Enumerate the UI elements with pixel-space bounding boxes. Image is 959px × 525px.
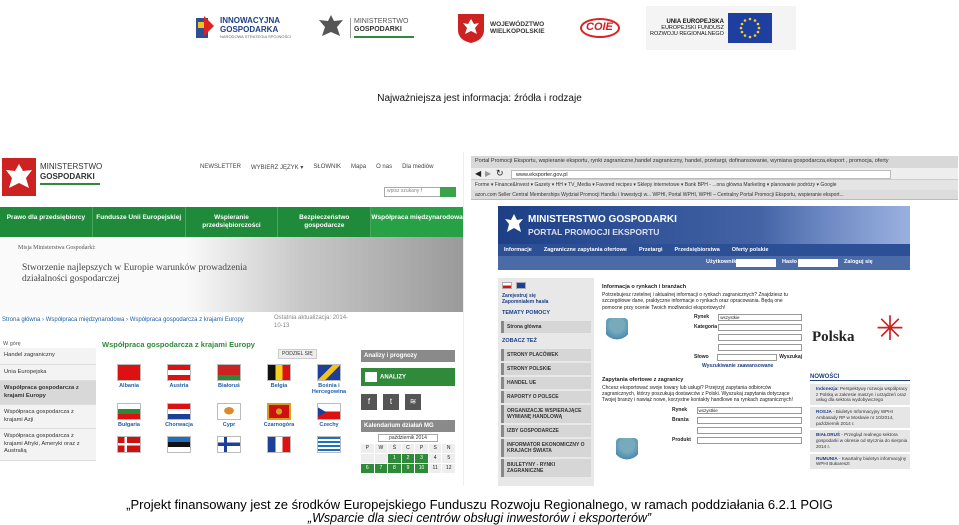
flag-cyprus-icon bbox=[217, 403, 241, 420]
tab-wspolpraca[interactable]: Współpraca międzynarodowa bbox=[371, 207, 464, 237]
eagle-icon bbox=[316, 12, 346, 44]
portal-subtitle: PORTAL PROMOCJI EKSPORTU bbox=[528, 227, 660, 237]
see-also-header: ZOBACZ TEŻ bbox=[502, 338, 537, 344]
facebook-icon[interactable]: f bbox=[361, 394, 377, 410]
flag-pl-icon[interactable] bbox=[502, 282, 512, 289]
ministry-website-screenshot bbox=[0, 152, 464, 486]
country-bosnia[interactable]: Bośnia i Hercegowina bbox=[304, 364, 354, 395]
export-portal-screenshot bbox=[471, 156, 958, 486]
lnav-organizacje[interactable]: ORGANIZACJE WSPIERAJĄCE WYMIANĘ HANDLOWĄ bbox=[501, 405, 591, 423]
portal-left-nav bbox=[498, 278, 594, 486]
eu-flag-icon bbox=[728, 13, 772, 43]
home-link[interactable]: Strona główna bbox=[501, 321, 591, 333]
social-links bbox=[361, 394, 455, 410]
country-dania[interactable] bbox=[104, 436, 154, 455]
country-finlandia[interactable] bbox=[204, 436, 254, 455]
flag-greece-icon bbox=[317, 436, 341, 453]
map-link[interactable]: Mapa bbox=[351, 164, 367, 170]
last-updated: Ostatnia aktualizacja: 2014-10-13 bbox=[274, 315, 349, 329]
branza-label: Branża bbox=[672, 417, 689, 423]
search-button[interactable] bbox=[440, 187, 456, 197]
flag-belgium-icon bbox=[267, 364, 291, 381]
calendar-grid: P W Ś C P S N 1 2 3 4 5 6 7 8 9 10 11 12 bbox=[361, 444, 455, 473]
ue-line1: UNIA EUROPEJSKA bbox=[666, 18, 724, 25]
ministry-eagle-icon bbox=[2, 158, 36, 196]
lnav-placowki[interactable]: STRONY PLACÓWEK bbox=[501, 349, 591, 361]
country-estonia[interactable] bbox=[154, 436, 204, 455]
nav-przedsiebiorstwa[interactable]: Przedsiębiorstwa bbox=[674, 247, 720, 253]
tab-fundusze[interactable]: Fundusze Unii Europejskiej bbox=[93, 207, 186, 237]
portal-banner bbox=[498, 206, 910, 244]
ig-line1: INNOWACYJNA bbox=[220, 16, 281, 25]
flag-croatia-icon bbox=[167, 403, 191, 420]
login-bar bbox=[498, 256, 910, 270]
twitter-icon[interactable]: t bbox=[383, 394, 399, 410]
browser-tab-title[interactable]: Portal Promocji Eksportu, wspieranie eksportu, rynki zagraniczne,handel zagraniczny, handel, przetargi, dofinansowanie, wymiana gospodarcza,eksport , promocja, oferty bbox=[471, 156, 958, 168]
country-belgia[interactable]: Belgia bbox=[254, 364, 304, 395]
media-link[interactable]: Dla mediów bbox=[402, 164, 434, 170]
ww-line2: WIELKOPOLSKIE bbox=[490, 28, 545, 35]
ig-line2: GOSPODARKA bbox=[220, 24, 279, 34]
lnav-handel-ue[interactable]: HANDEL UE bbox=[501, 377, 591, 389]
country-chorwacja[interactable]: Chorwacja bbox=[154, 403, 204, 428]
portal-eagle-icon bbox=[504, 212, 524, 236]
flag-bosnia-icon bbox=[317, 364, 341, 381]
flag-czech-icon bbox=[317, 403, 341, 420]
logo-unia-europejska bbox=[646, 6, 796, 50]
keyword-input[interactable] bbox=[717, 354, 778, 361]
reload-icon[interactable]: ↻ bbox=[496, 168, 504, 178]
help-topics-header: TEMATY POMOCY bbox=[502, 310, 551, 316]
kategoria-label: Kategoria bbox=[694, 324, 718, 331]
rynek-select[interactable]: wszystkie bbox=[718, 314, 802, 321]
ue-line2: EUROPEJSKI FUNDUSZ bbox=[661, 25, 724, 32]
back-icon[interactable]: ◀ bbox=[475, 169, 482, 178]
search-input[interactable]: wpisz szukany f bbox=[384, 187, 454, 197]
analyses-header: Analizy i prognozy bbox=[361, 350, 455, 362]
sidebar-item-azja[interactable]: Współpraca gospodarcza z krajami Azji bbox=[0, 405, 96, 429]
subcategory-select-2[interactable] bbox=[718, 344, 802, 351]
tab-bezpieczenstwo[interactable]: Bezpieczeństwo gospodarcze bbox=[278, 207, 371, 237]
lnav-izby[interactable]: IZBY GOSPODARCZE bbox=[501, 425, 591, 437]
branza-select[interactable] bbox=[697, 417, 802, 424]
country-francja[interactable] bbox=[254, 436, 304, 455]
subcategory-select-1[interactable] bbox=[718, 334, 802, 341]
main-title: Współpraca gospodarcza z krajami Europy bbox=[102, 340, 255, 349]
hero-mission-label: Misja Ministerstwa Gospodarki: bbox=[18, 245, 96, 251]
slide-title: Najważniejsza jest informacja: źródła i rodzaje bbox=[377, 93, 582, 104]
portal-title: MINISTERSTWO GOSPODARKI bbox=[528, 214, 677, 225]
main-menu bbox=[0, 207, 464, 237]
coie-text: COIE bbox=[586, 21, 613, 33]
polska-star-icon: ✳ bbox=[875, 310, 905, 348]
rss-icon[interactable]: ≋ bbox=[405, 394, 421, 410]
flag-belarus-icon bbox=[217, 364, 241, 381]
flag-albania-icon bbox=[117, 364, 141, 381]
flag-estonia-icon bbox=[167, 436, 191, 453]
language-select[interactable]: WYBIERZ JĘZYK ▾ bbox=[251, 165, 304, 171]
logo-ministerstwo-gospodarki bbox=[316, 8, 414, 48]
produkt-label: Produkt bbox=[672, 437, 691, 443]
inquiries-header: Zapytania ofertowe z zagranicy bbox=[602, 376, 684, 383]
flag-finland-icon bbox=[217, 436, 241, 453]
sidebar-item-afryka[interactable]: Współpraca gospodarcza z krajami Afryki, Ameryki oraz z Australią bbox=[0, 429, 96, 461]
tab-prawo[interactable]: Prawo dla przedsiębiorcy bbox=[0, 207, 93, 237]
news-item[interactable]: BIAŁORUŚ - Przegląd realnego sektora gospodarki w okresie od stycznia do sierpnia 2014 r. bbox=[810, 430, 910, 451]
kategoria-select[interactable] bbox=[718, 324, 802, 331]
mg-line1: MINISTERSTWO bbox=[354, 18, 409, 26]
logo-innowacyjna-gospodarka bbox=[194, 8, 291, 48]
ministry-logo-line1: MINISTERSTWO bbox=[40, 162, 103, 171]
country-bulgaria[interactable]: Bułgaria bbox=[104, 403, 154, 428]
slowo-label: Słowo bbox=[694, 354, 709, 361]
country-flags-grid bbox=[104, 364, 354, 455]
ministry-logo-line2: GOSPODARKI bbox=[40, 171, 95, 181]
rynek2-label: Rynek bbox=[672, 407, 688, 413]
register-link[interactable]: Zarejestruj się bbox=[502, 293, 536, 299]
lnav-polskie[interactable]: STRONY POLSKIE bbox=[501, 363, 591, 375]
coat-of-arms-icon bbox=[456, 12, 486, 44]
sidebar-item-europa[interactable]: Współpraca gospodarcza z krajami Europy bbox=[0, 381, 96, 405]
ig-logo-icon bbox=[194, 14, 216, 42]
right-panel bbox=[361, 350, 455, 473]
dictionary-link[interactable]: SŁOWNIK bbox=[313, 164, 342, 170]
produkt-select[interactable] bbox=[697, 437, 802, 444]
footer-funding-note: „Projekt finansowany jest ze środków Europejskiego Funduszu Rozwoju Regionalnego, w ramach poddziałania 6.2.1 POIG bbox=[126, 497, 833, 512]
exporter-figure-2-icon bbox=[616, 438, 638, 466]
password-input[interactable] bbox=[798, 259, 838, 267]
country-cypr[interactable]: Cypr bbox=[204, 403, 254, 428]
login-button[interactable]: Zaloguj się bbox=[844, 259, 873, 265]
flag-montenegro-icon bbox=[267, 403, 291, 420]
sidebar bbox=[0, 340, 96, 461]
flag-denmark-icon bbox=[117, 436, 141, 453]
forgot-password-link[interactable]: Zapomniałem hasła bbox=[502, 299, 549, 305]
sidebar-item-ue[interactable]: Unia Europejska bbox=[0, 365, 96, 382]
country-albania[interactable]: Albania bbox=[104, 364, 154, 395]
news-header: NOWOŚCI bbox=[810, 374, 910, 381]
username-label: Użytkownik bbox=[706, 259, 737, 265]
username-input[interactable] bbox=[736, 259, 776, 267]
portal-center bbox=[602, 284, 802, 444]
polska-text: Polska bbox=[812, 329, 855, 345]
bookmarks-bar[interactable]: Forme ▾ Finance&Invest ▾ Gazety ▾ HH ▾ TV_Media ▾ Favored recipes ▾ Sklepy internetowe ▾ Bank BPH - ...ona główna Marketing ▾ planowanie podróży ▾ Google bbox=[471, 180, 958, 190]
logo-coie bbox=[572, 8, 628, 48]
news-item[interactable]: ROSJA - Biuletyn Informacyjny WPHI Ambasady RP w Moskwie nr 10/2014, październik 2014 r. bbox=[810, 407, 910, 428]
forward-icon[interactable]: ▶ bbox=[485, 169, 492, 178]
lnav-biuletyny[interactable]: BIULETYNY - RYNKI ZAGRANICZNE bbox=[501, 459, 591, 477]
hero-mission-text: Stworzenie najlepszych w Europie warunków prowadzenia działalności gospodarczej bbox=[22, 263, 248, 285]
password-label: Hasło bbox=[782, 259, 797, 265]
newsletter-link[interactable]: NEWSLETTER bbox=[200, 164, 242, 170]
ww-line1: WOJEWÓDZTWO bbox=[490, 20, 545, 28]
country-grecja[interactable] bbox=[304, 436, 354, 455]
info-text: Potrzebujesz rzetelnej i aktualnej informacji o rynkach zagranicznych? Znajdziesz tu szczegółowe dane, praktyczne informacje o rynkach oraz opracowania. Będą one pomocne przy ocenie Twoich możliwości eksportowych! bbox=[602, 292, 788, 311]
country-czechy[interactable]: Czechy bbox=[304, 403, 354, 428]
flag-bulgaria-icon bbox=[117, 403, 141, 420]
portal-page bbox=[498, 206, 910, 486]
flag-france-icon bbox=[267, 436, 291, 453]
search-submit-button[interactable]: Wyszukaj bbox=[779, 354, 802, 361]
country-austria[interactable]: Austria bbox=[154, 364, 204, 395]
exporter-figure-icon bbox=[606, 318, 628, 346]
portal-nav bbox=[498, 244, 910, 256]
news-panel bbox=[810, 374, 910, 471]
polska-brand bbox=[810, 304, 910, 364]
mg-line2: GOSPODARKI bbox=[354, 26, 402, 33]
share-button[interactable]: PODZIEL SIĘ bbox=[278, 349, 317, 359]
flag-en-icon[interactable] bbox=[516, 282, 526, 289]
flag-austria-icon bbox=[167, 364, 191, 381]
country-bialorus[interactable]: Białoruś bbox=[204, 364, 254, 395]
sidebar-up[interactable]: W górę bbox=[3, 341, 21, 347]
nav-oferty[interactable]: Oferty polskie bbox=[731, 247, 769, 253]
news-item[interactable]: RUMUNIA - Kwartalny biuletyn informacyjny WPHI Bukareszt bbox=[810, 454, 910, 469]
nav-zapytania[interactable]: Zagraniczne zapytania ofertowe bbox=[543, 247, 627, 253]
calendar-month-select[interactable]: październik 2014 bbox=[378, 434, 438, 442]
advanced-search-link[interactable]: Wyszukiwanie zaawansowane bbox=[702, 362, 774, 369]
ue-line3: ROZWOJU REGIONALNEGO bbox=[650, 31, 724, 38]
tab-wspieranie[interactable]: Wspieranie przedsiębiorczości bbox=[186, 207, 279, 237]
news-item[interactable]: Indonezja: Perspektywy rozwoju współpracy z Polską w zakresie maszyn i urządzeń oraz usług dla sektora wydobywczego bbox=[810, 384, 910, 405]
lnav-raporty[interactable]: RAPORTY O POLSCE bbox=[501, 391, 591, 403]
analyses-button[interactable]: ANALIZY bbox=[361, 368, 455, 386]
nav-przetargi[interactable]: Przetargi bbox=[638, 247, 663, 253]
nav-informacje[interactable]: Informacje bbox=[504, 247, 532, 253]
calendar-header: Kalendarium działań MG bbox=[361, 420, 455, 432]
country-czarnogora[interactable]: Czarnogóra bbox=[254, 403, 304, 428]
sidebar-item-handel[interactable]: Handel zagraniczny bbox=[0, 348, 96, 365]
ig-line3: NARODOWA STRATEGIA SPÓJNOŚCI bbox=[220, 33, 292, 39]
browser-toolbar bbox=[471, 168, 958, 180]
inquiries-text: Chcesz eksportować swoje towary lub usługi? Przejrzyj zapytania odbiorców zagranicznych, którzy poszukują dostawców z Polski. Wyszukaj zapytania dotyczące Twojej branży i nawiąż nowe, korzystne kontakty handlowe na rynkach zagranicznych! bbox=[602, 384, 793, 404]
rynek2-select[interactable]: wszystkie bbox=[697, 407, 802, 414]
breadcrumb[interactable]: Strona główna › Współpraca międzynarodowa › Współpraca gospodarcza z krajami Europy bbox=[2, 317, 244, 323]
top-navigation bbox=[200, 164, 433, 171]
info-header: Informacja o rynkach i branżach bbox=[602, 284, 687, 290]
lnav-informator[interactable]: INFORMATOR EKONOMICZNY O KRAJACH ŚWIATA bbox=[501, 439, 591, 457]
footer-program-name: „Wsparcie dla sieci centrów obsługi inwestorów i eksporterów” bbox=[307, 511, 652, 525]
about-link[interactable]: O nas bbox=[376, 164, 393, 170]
address-bar[interactable]: www.eksporter.gov.pl bbox=[511, 170, 891, 179]
logo-wojewodztwo-wielkopolskie bbox=[456, 8, 545, 48]
rynek-label: Rynek bbox=[694, 314, 710, 321]
chart-icon bbox=[365, 372, 377, 382]
open-tabs-bar[interactable]: azon.com Seller Central Memberships Wydział Promocji Handlu i Inwestycji w... WPHI, Portal WPHI, WPHI – Centralny Portal Promocji Eksportu, wspieranie eksport... bbox=[471, 190, 958, 200]
hero-banner bbox=[0, 237, 464, 312]
branza-sub-select[interactable] bbox=[697, 427, 802, 434]
